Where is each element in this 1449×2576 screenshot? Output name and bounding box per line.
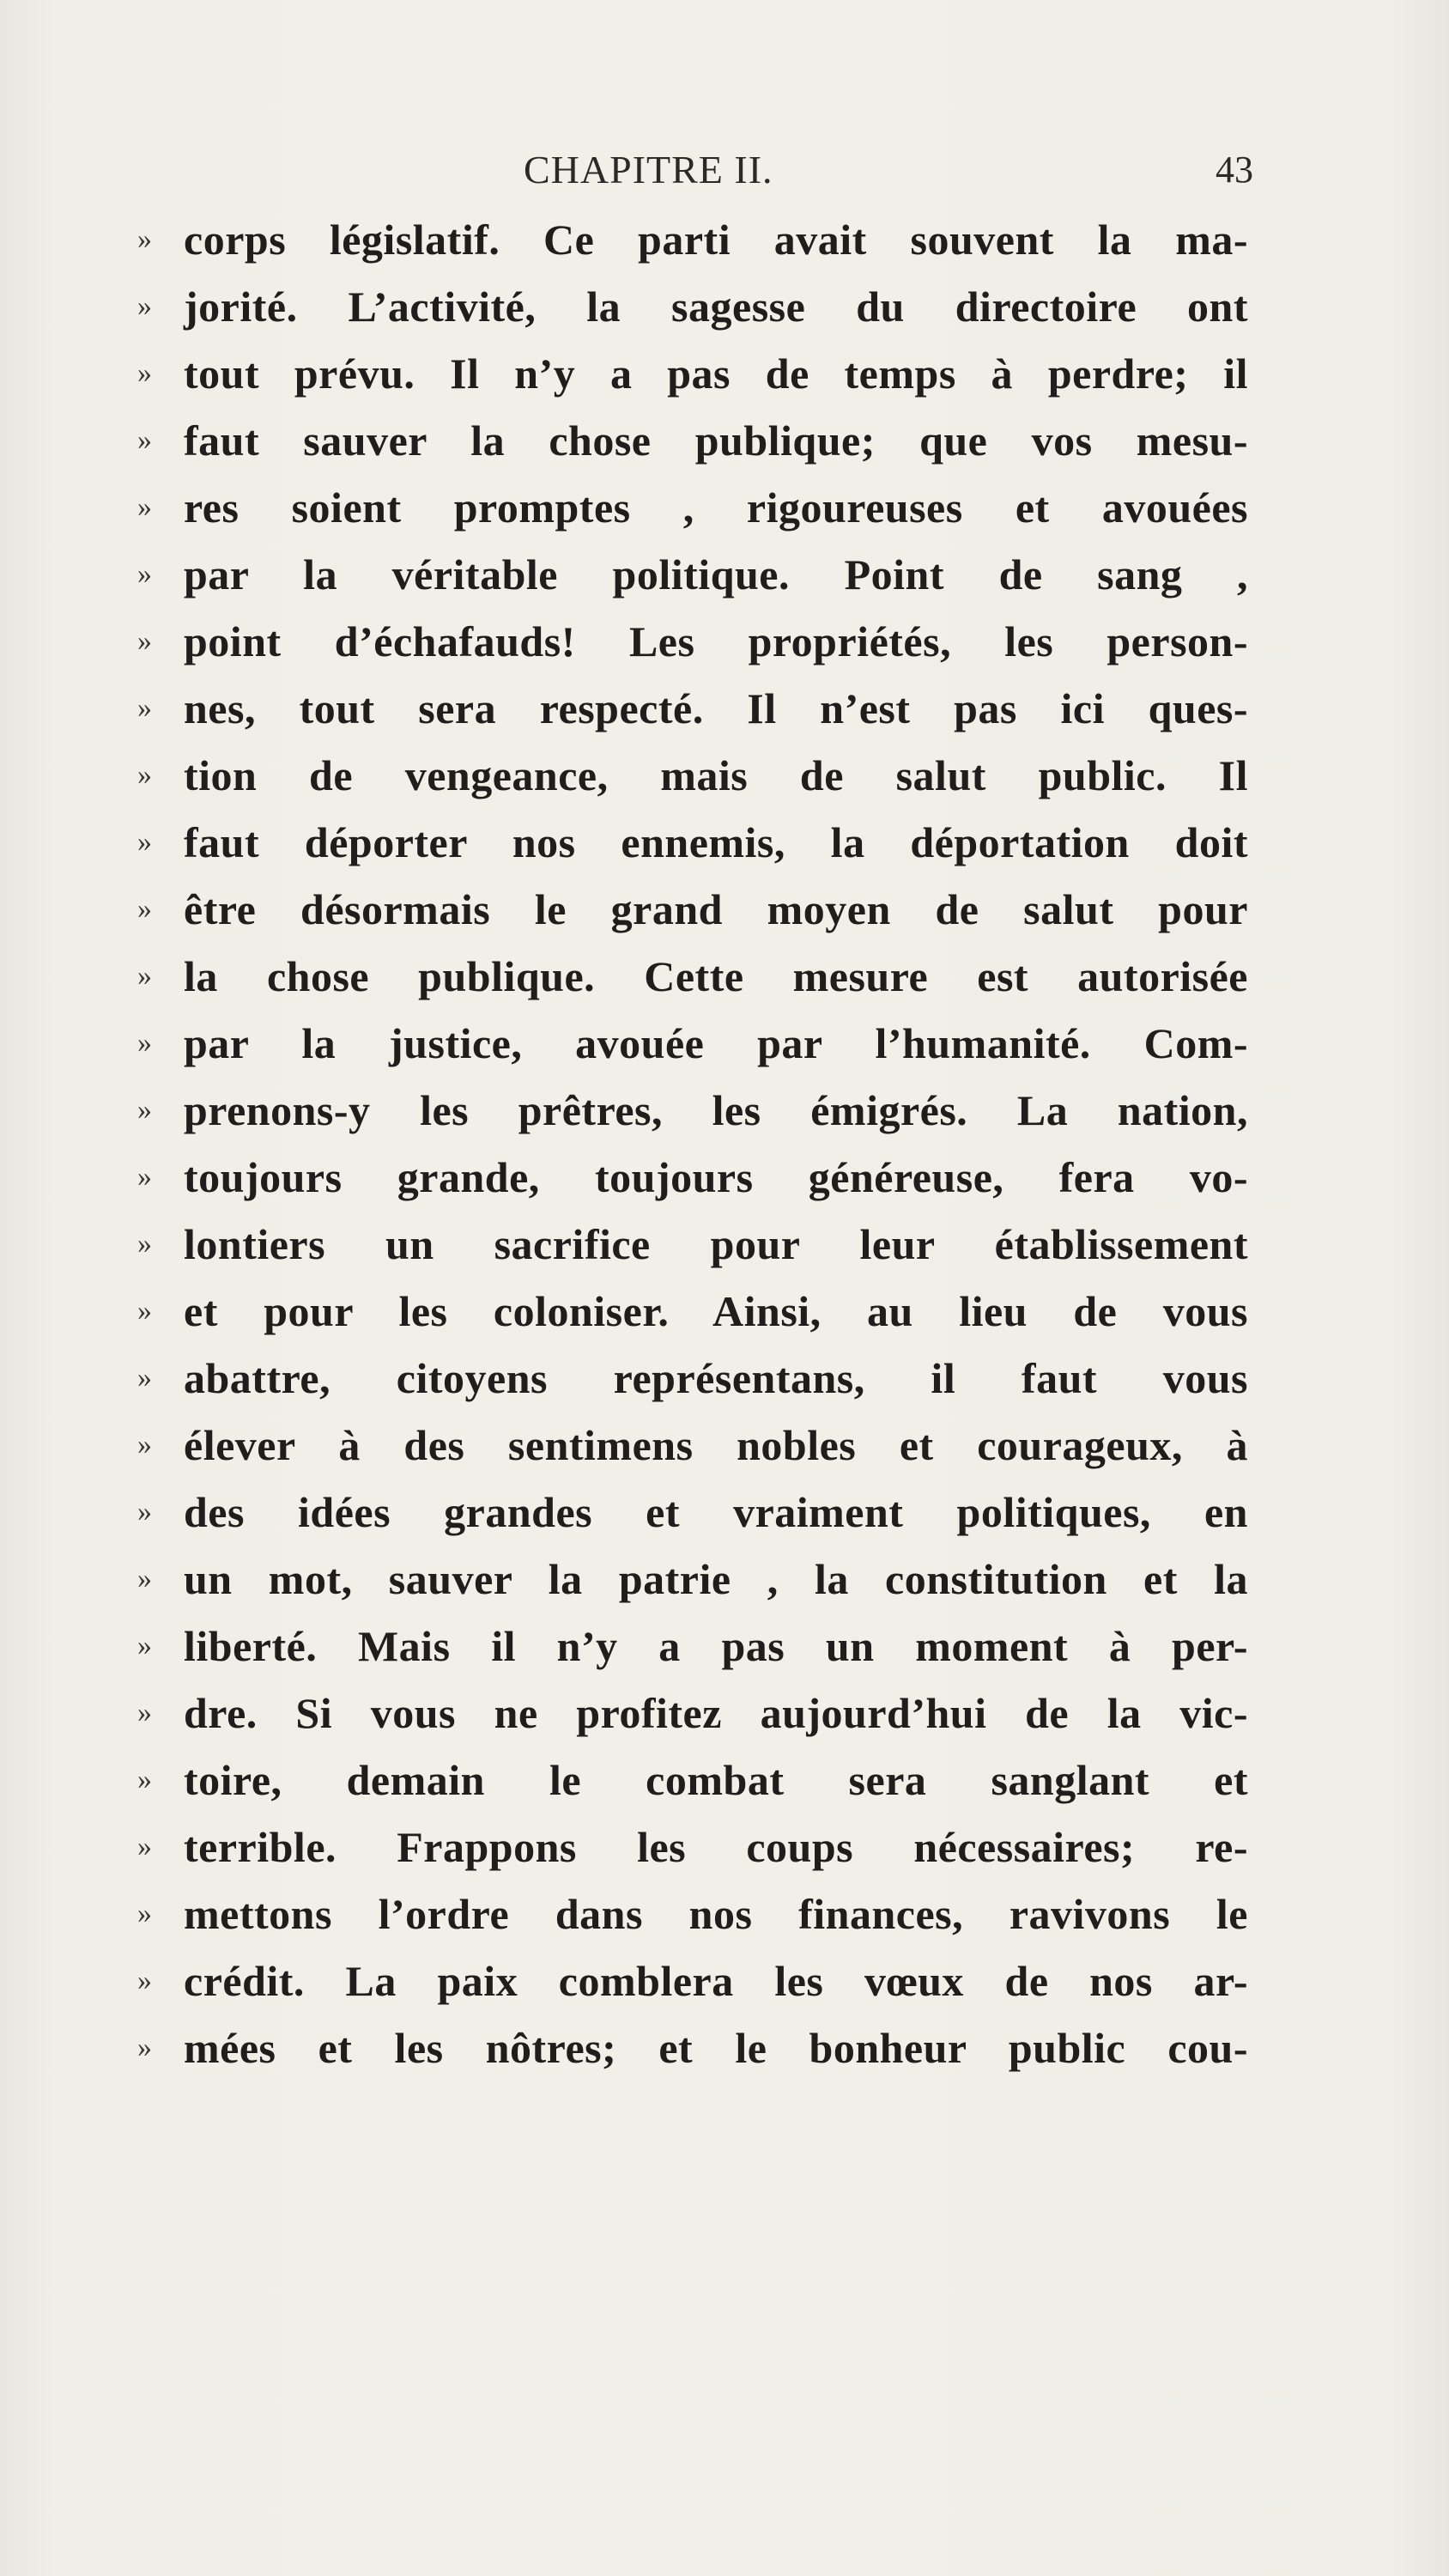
text-line [137, 206, 1253, 273]
quote-mark: » [137, 692, 152, 724]
line-text: crédit. La paix comblera les vœux de nos ar- [184, 1957, 1248, 2005]
text-line [137, 1211, 1253, 1278]
line-text: être désormais le grand moyen de salut pour [184, 885, 1248, 933]
text-line [137, 1747, 1253, 1814]
quote-mark: » [137, 1228, 152, 1260]
text-line [137, 1613, 1253, 1680]
quote-mark: » [137, 759, 152, 791]
quote-mark: » [137, 1630, 152, 1662]
line-text: dre. Si vous ne profitez aujourd’hui de la vic- [184, 1689, 1248, 1737]
line-text: point d’échafauds! Les propriétés, les person- [184, 617, 1248, 665]
quote-mark: » [137, 1429, 152, 1461]
text-line [137, 809, 1253, 876]
text-line [137, 1010, 1253, 1077]
text-line [137, 1680, 1253, 1747]
quote-mark: » [137, 1764, 152, 1795]
line-text: un mot, sauver la patrie , la constitution et la [184, 1555, 1248, 1603]
page-number: 43 [1216, 149, 1253, 191]
line-text: nes, tout sera respecté. Il n’est pas ici ques- [184, 684, 1248, 732]
line-text: par la justice, avouée par l’humanité. Com- [184, 1019, 1248, 1067]
chapter-title: CHAPITRE II. [524, 148, 773, 191]
quote-mark: » [137, 1027, 152, 1059]
quote-mark: » [137, 960, 152, 992]
text-line [137, 340, 1253, 407]
line-text: toire, demain le combat sera sanglant et [184, 1756, 1248, 1804]
line-text: corps législatif. Ce parti avait souvent la ma- [184, 216, 1248, 264]
line-text: abattre, citoyens représentans, il faut vous [184, 1354, 1248, 1402]
quote-mark: » [137, 2032, 152, 2063]
line-text: par la véritable politique. Point de sang , [184, 550, 1248, 598]
quote-mark: » [137, 1563, 152, 1595]
quote-mark: » [137, 1831, 152, 1862]
line-text: tout prévu. Il n’y a pas de temps à perdre; il [184, 349, 1248, 398]
quote-mark: » [137, 357, 152, 389]
text-line [137, 1345, 1253, 1412]
body-text [137, 206, 1253, 2081]
text-line [137, 742, 1253, 809]
line-text: la chose publique. Cette mesure est autorisée [184, 952, 1248, 1000]
quote-mark: » [137, 1094, 152, 1126]
quote-mark: » [137, 290, 152, 322]
quote-mark: » [137, 424, 152, 456]
text-line [137, 1144, 1253, 1211]
line-text: élever à des sentimens nobles et courageux, à [184, 1421, 1248, 1469]
text-line [137, 608, 1253, 675]
quote-mark: » [137, 1295, 152, 1327]
text-line [137, 1278, 1253, 1345]
quote-mark: » [137, 625, 152, 657]
text-line [137, 1814, 1253, 1880]
quote-mark: » [137, 1362, 152, 1394]
text-line [137, 1412, 1253, 1479]
quote-mark: » [137, 893, 152, 925]
line-text: jorité. L’activité, la sagesse du directoire ont [184, 283, 1248, 331]
quote-mark: » [137, 1898, 152, 1929]
text-line [137, 474, 1253, 541]
line-text: des idées grandes et vraiment politiques, en [184, 1488, 1248, 1536]
line-text: res soient promptes , rigoureuses et avouées [184, 483, 1248, 532]
text-line [137, 1546, 1253, 1613]
line-text: prenons-y les prêtres, les émigrés. La nation, [184, 1086, 1248, 1134]
text-line [137, 675, 1253, 742]
text-line [137, 407, 1253, 474]
text-line [137, 2014, 1253, 2081]
quote-mark: » [137, 1965, 152, 1996]
text-line [137, 876, 1253, 943]
line-text: mées et les nôtres; et le bonheur public cou- [184, 2024, 1248, 2072]
text-line [137, 943, 1253, 1010]
text-line [137, 1077, 1253, 1144]
running-head [180, 144, 1279, 196]
line-text: lontiers un sacrifice pour leur établissement [184, 1220, 1248, 1268]
quote-mark: » [137, 558, 152, 590]
text-line [137, 1880, 1253, 1947]
text-line [137, 1479, 1253, 1546]
line-text: tion de vengeance, mais de salut public. Il [184, 751, 1248, 799]
quote-mark: » [137, 491, 152, 523]
quote-mark: » [137, 1697, 152, 1728]
quote-mark: » [137, 826, 152, 858]
line-text: mettons l’ordre dans nos finances, ravivons le [184, 1890, 1248, 1938]
line-text: toujours grande, toujours généreuse, fera vo- [184, 1153, 1248, 1201]
quote-mark: » [137, 1161, 152, 1193]
line-text: liberté. Mais il n’y a pas un moment à per- [184, 1622, 1248, 1670]
text-line [137, 273, 1253, 340]
quote-mark: » [137, 1496, 152, 1528]
line-text: faut sauver la chose publique; que vos mesu- [184, 416, 1248, 465]
line-text: et pour les coloniser. Ainsi, au lieu de vous [184, 1287, 1248, 1335]
line-text: terrible. Frappons les coups nécessaires; re- [184, 1823, 1248, 1871]
text-line [137, 541, 1253, 608]
line-text: faut déporter nos ennemis, la déportation doit [184, 818, 1248, 866]
text-line [137, 1947, 1253, 2014]
quote-mark: » [137, 223, 152, 255]
